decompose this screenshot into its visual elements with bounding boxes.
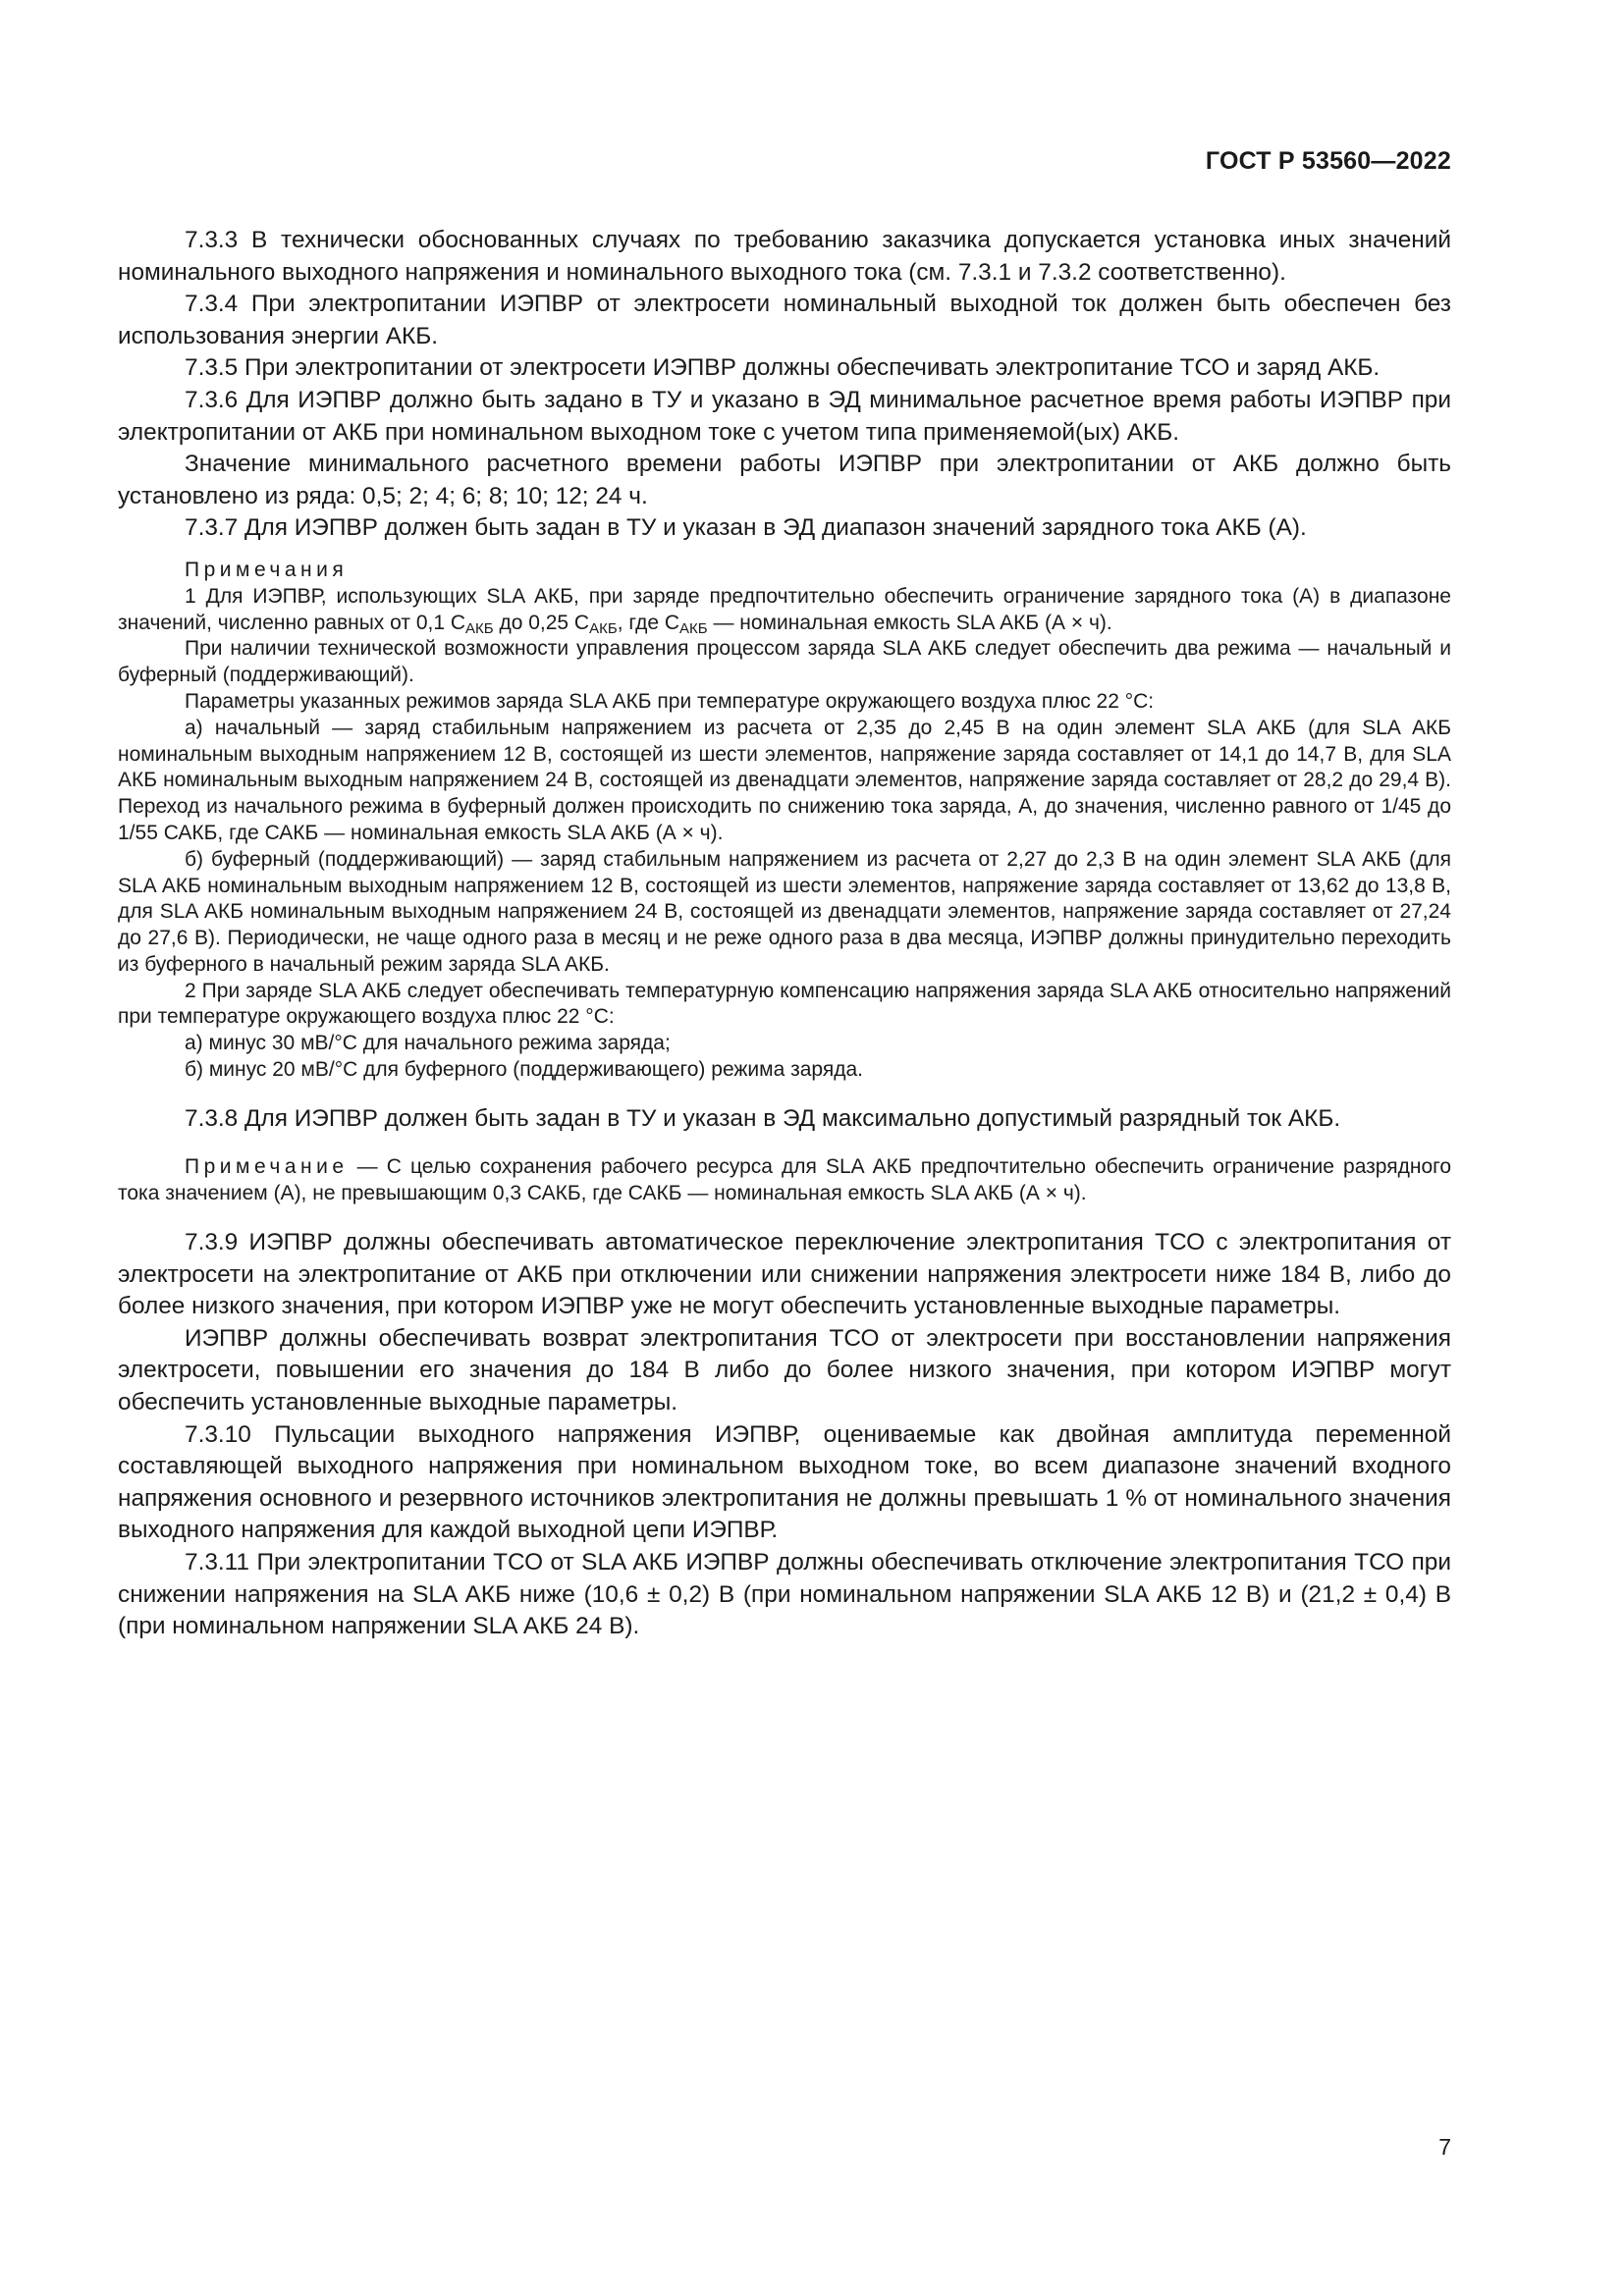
note-1: 1 Для ИЭПВР, использующих SLA АКБ, при заряде предпочтительно обеспечить ограничение зарядного тока (А) в диапазоне значений, численно равных от 0,1 $С_{АКБ}$ до 0,25 $С_{АКБ}$, где $С_{АКБ}$ — номинальная емкость SLA АКБ (А × ч).	[118, 584, 1451, 637]
note-2-item-b: б) минус 20 мВ/°С для буферного (поддерживающего) режима заряда.	[185, 1058, 864, 1082]
clause-7-3-5: 7.3.5 При электропитании от электросети ИЭПВР должны обеспечивать электропитание ТСО и заряд АКБ.	[185, 354, 1380, 382]
clause-7-3-6-continuation: Значение минимального расчетного времени работы ИЭПВР при электропитании от АКБ должно быть установлено из ряда: 0,5; 2; 4; 6; 8; 10; 12; 24 ч.	[118, 451, 1451, 509]
clause-7-3-9-continuation: ИЭПВР должны обеспечивать возврат электропитания ТСО от электросети при восстановлении напряжения электросети, повышении его значения до 184 В либо до более низкого значения, при котором ИЭПВР могут обеспечить установленные выходные параметры.	[118, 1324, 1451, 1416]
notes-block-1	[118, 558, 1451, 1084]
clause-7-3-3: 7.3.3 В технически обоснованных случаях по требованию заказчика допускается установка иных значений номинального выходного напряжения и номинального выходного тока (см. 7.3.1 и 7.3.2 соответственно).	[118, 227, 1451, 286]
document-body	[118, 225, 1451, 1643]
clause-7-3-6: 7.3.6 Для ИЭПВР должно быть задано в ТУ и указано в ЭД минимальное расчетное время работы ИЭПВР при электропитании от АКБ при номинальном выходном токе с учетом типа применяемой(ых) АКБ.	[118, 386, 1451, 446]
clause-7-3-11: 7.3.11 При электропитании ТСО от SLA АКБ ИЭПВР должны обеспечивать отключение электропитания ТСО при снижении напряжения на SLA АКБ ниже (10,6 ± 0,2) В (при номинальном напряжении SLA АКБ 12 В) и (21,2 ± 0,4) В (при номинальном напряжении SLA АКБ 24 В).	[118, 1549, 1451, 1640]
note-1-params: Параметры указанных режимов заряда SLA АКБ при температуре окружающего воздуха плюс 22 °С:	[185, 689, 1155, 713]
note-1-initial-mode: а) начальный — заряд стабильным напряжением из расчета от 2,35 до 2,45 В на один элемент SLA АКБ (для SLA АКБ номинальным выходным напряжением 12 В, состоящей из шести элементов, напряжение заряда составляет от 14,1 до 14,7 В, для SLA АКБ номинальным выходным напряжением 24 В, состоящей из двенадцати элементов, напряжение заряда составляет от 28,2 до 29,4 В). Переход из начального режима в буферный должен происходить по снижению тока заряда, А, до значения, численно равного от 1/45 до 1/55 САКБ, где САКБ — номинальная емкость SLA АКБ (А × ч).	[118, 716, 1451, 844]
clause-7-3-9: 7.3.9 ИЭПВР должны обеспечивать автоматическое переключение электропитания ТСО с электропитания от электросети на электропитание от АКБ при отключении или снижении напряжения электросети ниже 184 В, либо до более низкого значения, при котором ИЭПВР уже не могут обеспечить установленные выходные параметры.	[118, 1229, 1451, 1320]
note-2: 2 При заряде SLA АКБ следует обеспечивать температурную компенсацию напряжения заряда SLA АКБ относительно напряжений при температуре окружающего воздуха плюс 22 °С:	[118, 979, 1451, 1029]
page-number: 7	[1438, 2134, 1451, 2160]
notes-title: Примечания	[185, 558, 349, 581]
clause-7-3-4: 7.3.4 При электропитании ИЭПВР от электросети номинальный выходной ток должен быть обеспечен без использования энергии АКБ.	[118, 291, 1451, 349]
clause-7-3-8: 7.3.8 Для ИЭПВР должен быть задан в ТУ и указан в ЭД максимально допустимый разрядный ток АКБ.	[185, 1104, 1341, 1132]
note-2-item-a: а) минус 30 мВ/°С для начального режима заряда;	[185, 1032, 671, 1055]
clause-7-3-10: 7.3.10 Пульсации выходного напряжения ИЭПВР, оцениваемые как двойная амплитуда переменной составляющей выходного напряжения при номинальном выходном токе, во всем диапазоне значений входного напряжения основного и резервного источников электропитания не должны превышать 1 % от номинального значения выходного напряжения для каждой выходной цепи ИЭПВР.	[118, 1420, 1451, 1544]
clause-7-3-7: 7.3.7 Для ИЭПВР должен быть задан в ТУ и указан в ЭД диапазон значений зарядного тока АКБ (А).	[185, 514, 1307, 542]
note-1-buffer-mode: б) буферный (поддерживающий) — заряд стабильным напряжением из расчета от 2,27 до 2,3 В на один элемент SLA АКБ (для SLA АКБ номинальным выходным напряжением 12 В, состоящей из шести элементов, напряжение заряда составляет от 13,62 до 13,8 В, для SLA АКБ номинальным выходным напряжением 24 В, состоящей из двенадцати элементов, напряжение заряда составляет от 27,24 до 27,6 В). Периодически, не чаще одного раза в месяц и не реже одного раза в два месяца, ИЭПВР должны принудительно переходить из буферного в начальный режим заряда SLA АКБ.	[118, 847, 1451, 976]
note-block-2: Примечание — С целью сохранения рабочего ресурса для SLA АКБ предпочтительно обеспечить ограничение разрядного тока значением (А), не превышающим 0,3 САКБ, где САКБ — номинальная емкость SLA АКБ (А × ч).	[118, 1155, 1451, 1205]
note-1-modes: При наличии технической возможности управления процессом заряда SLA АКБ следует обеспечить два режима — начальный и буферный (поддерживающий).	[118, 637, 1451, 687]
document-header: ГОСТ Р 53560—2022	[1205, 147, 1451, 175]
